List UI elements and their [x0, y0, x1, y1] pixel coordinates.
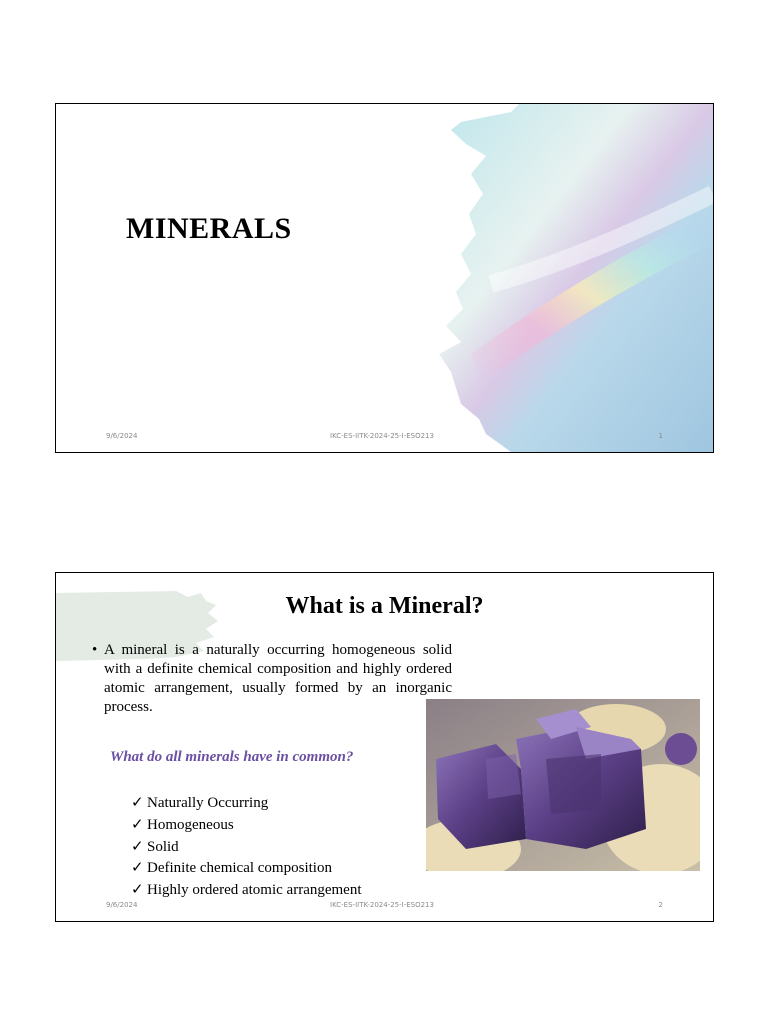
checkmark-icon: ✓	[131, 838, 144, 855]
slide-title: What is a Mineral?	[285, 593, 484, 619]
slide-number: 2	[658, 901, 663, 909]
list-item	[131, 858, 362, 880]
checkmark-icon: ✓	[131, 816, 144, 833]
footer-course-code: IKC-ES-IITK-2024-25-I-ESO213	[330, 432, 434, 440]
slide-1	[55, 103, 714, 453]
slide-title: MINERALS	[126, 212, 292, 245]
iridescent-background-art	[391, 104, 713, 452]
list-item-label: Naturally Occurring	[147, 795, 269, 811]
checkmark-icon: ✓	[131, 860, 144, 877]
list-item-label: Highly ordered atomic arrangement	[147, 882, 362, 899]
bullet-dot-icon: •	[92, 642, 98, 658]
list-item	[131, 837, 362, 859]
list-item-label: Solid	[147, 838, 179, 855]
footer-date: 9/6/2024	[106, 901, 138, 909]
list-item-label: Definite chemical composition	[147, 860, 332, 877]
question-heading: What do all minerals have in common?	[110, 749, 354, 765]
list-item-label: Homogeneous	[147, 816, 234, 833]
definition-bullet	[92, 641, 452, 717]
slide-number: 1	[658, 432, 663, 440]
fluorite-crystal-photo	[426, 699, 700, 871]
slide-2	[55, 572, 714, 922]
common-properties-list	[131, 793, 362, 902]
footer-date: 9/6/2024	[106, 432, 138, 440]
list-item	[131, 880, 362, 902]
footer-course-code: IKC-ES-IITK-2024-25-I-ESO213	[330, 901, 434, 909]
checkmark-icon: ✓	[131, 882, 144, 899]
definition-text: A mineral is a naturally occurring homogeneous solid with a definite chemical composition and highly ordered atomic arrangement, usually formed by an inorganic process.	[104, 642, 452, 715]
list-item	[131, 815, 362, 837]
list-item	[131, 793, 362, 815]
checkmark-icon: ✓	[131, 795, 144, 811]
